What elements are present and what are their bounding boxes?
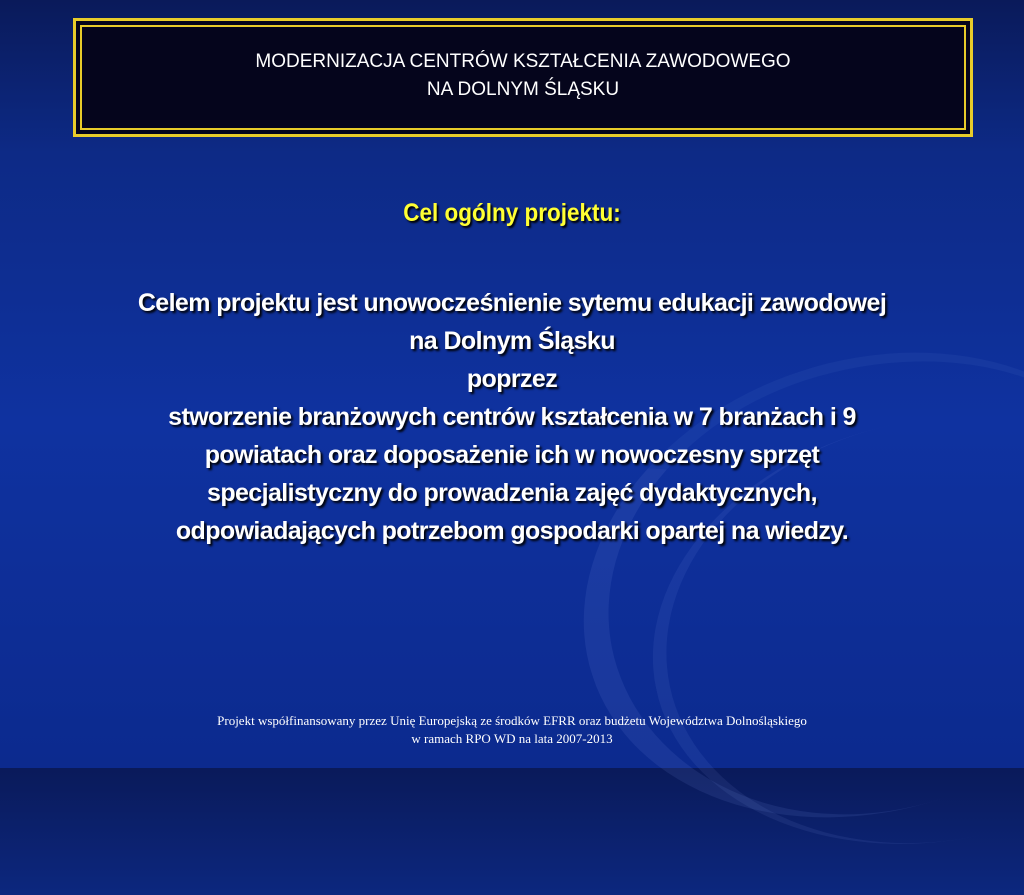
body-line-5: powiatach oraz doposażenie ich w nowoczesny sprzęt [204, 441, 820, 469]
body-paragraph [40, 284, 984, 550]
title-line-2: NA DOLNYM ŚLĄSKU [426, 78, 620, 100]
section-heading: Cel ogólny projektu: [403, 199, 621, 227]
funding-footer [0, 712, 1024, 748]
footer-line-1: Projekt współfinansowany przez Unię Europejską ze środków EFRR oraz budżetu Województwa Dolnośląskiego [217, 713, 807, 728]
footer-line-2: w ramach RPO WD na lata 2007-2013 [411, 731, 613, 746]
title-box [80, 25, 966, 130]
body-line-3: poprzez [466, 365, 558, 393]
title-frame [73, 18, 973, 137]
body-line-6: specjalistyczny do prowadzenia zajęć dydaktycznych, [207, 479, 817, 507]
body-line-2: na Dolnym Śląsku [409, 327, 615, 355]
body-line-4: stworzenie branżowych centrów kształcenia w 7 branżach i 9 [168, 403, 856, 431]
body-line-7: odpowiadających potrzebom gospodarki opartej na wiedzy. [175, 517, 849, 545]
title-line-1: MODERNIZACJA CENTRÓW KSZTAŁCENIA ZAWODOWEGO [255, 50, 791, 72]
body-line-1: Celem projektu jest unowocześnienie sytemu edukacji zawodowej [137, 289, 887, 317]
